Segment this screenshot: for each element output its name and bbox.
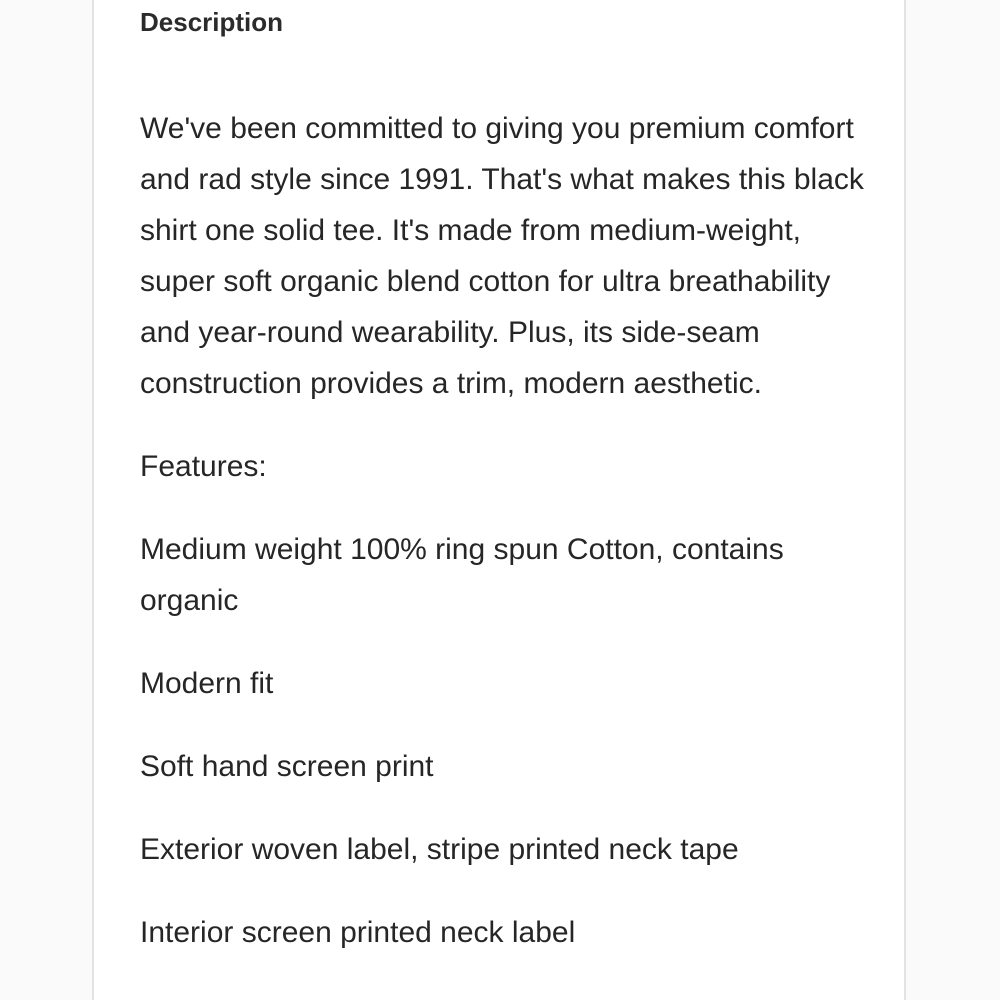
- feature-item: Exterior woven label, stripe printed neck tape: [140, 833, 739, 866]
- description-content: [140, 0, 880, 958]
- description-heading: Description: [140, 7, 284, 37]
- description-paragraph: We've been committed to giving you premium comfort and rad style since 1991. That's what makes this black shirt one solid tee. It's made from medium-weight, super soft organic blend cotton for ultra breathability and year-round wearability. Plus, its side-seam construction provides a trim, modern aesthetic.: [140, 112, 864, 400]
- feature-item: Interior screen printed neck label: [140, 916, 576, 949]
- product-description-panel: [92, 0, 906, 1000]
- feature-item: Soft hand screen print: [140, 750, 434, 783]
- feature-item: Medium weight 100% ring spun Cotton, contains organic: [140, 533, 784, 617]
- feature-list: [140, 524, 880, 958]
- feature-item: Modern fit: [140, 667, 274, 700]
- features-label: Features:: [140, 450, 267, 483]
